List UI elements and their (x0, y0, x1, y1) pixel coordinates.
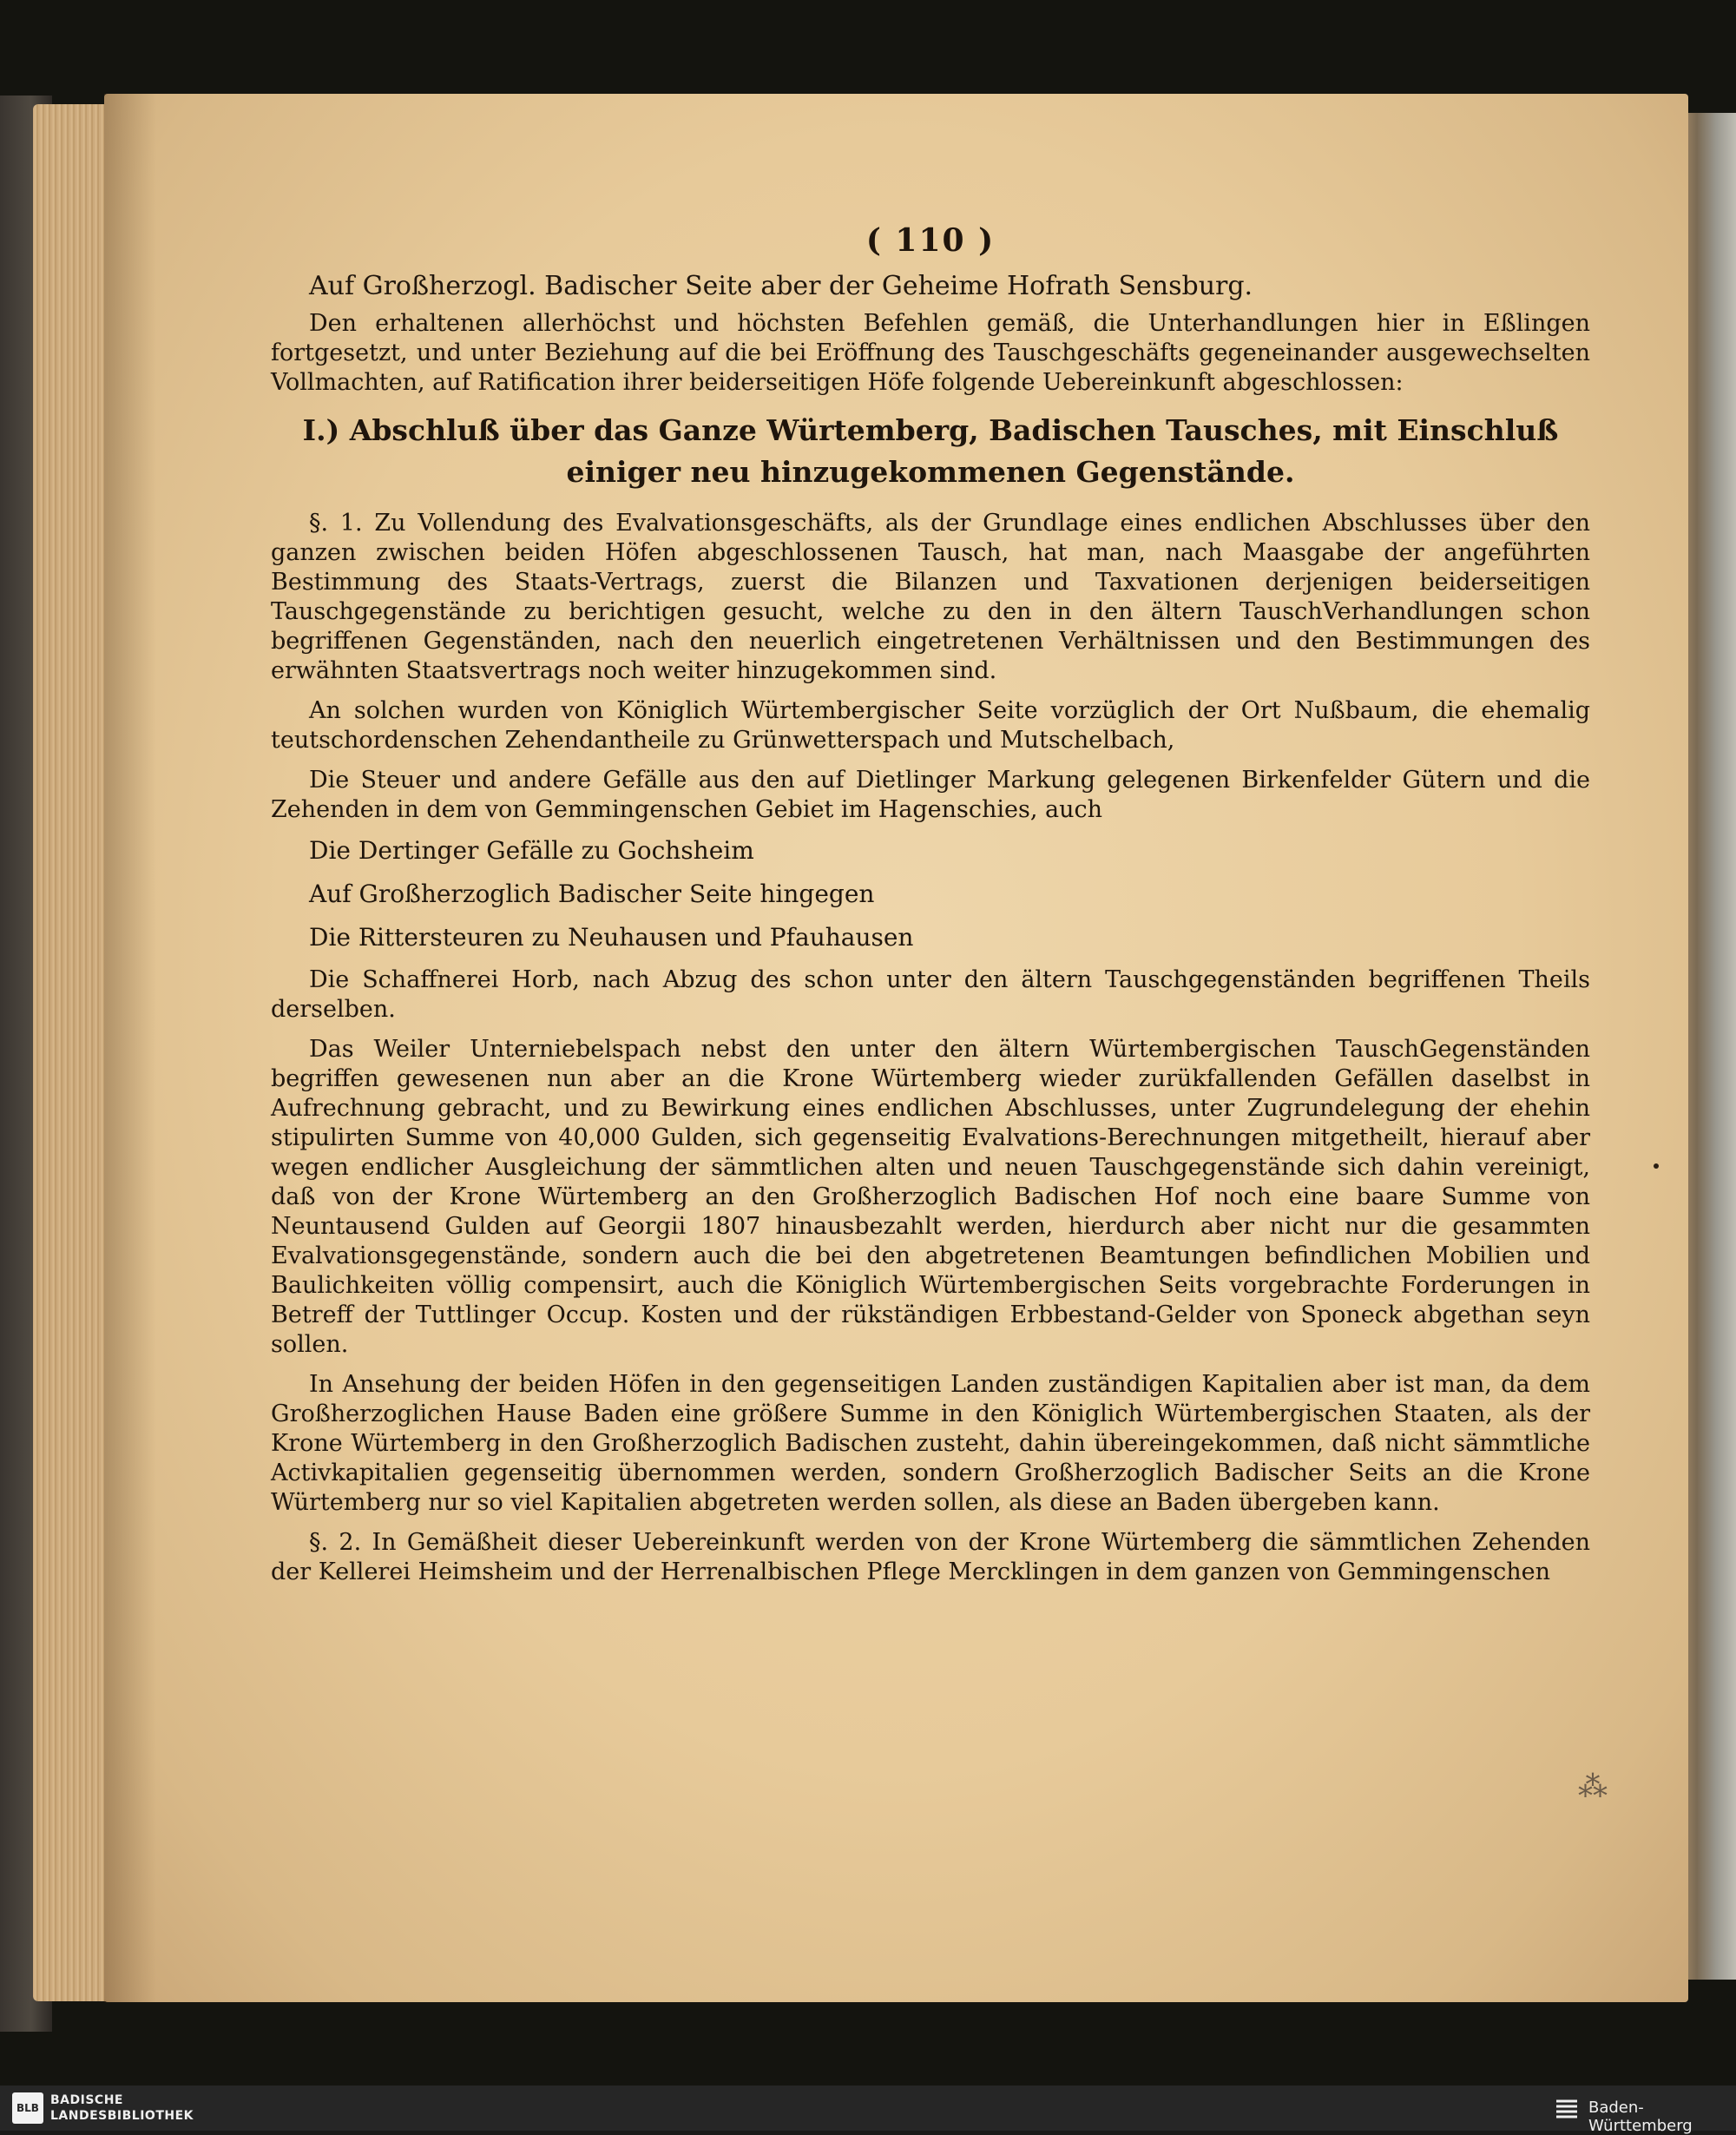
bw-lions-icon (1554, 2096, 1580, 2122)
page-number: ( 110 ) (865, 222, 996, 259)
ink-dot (1654, 1163, 1659, 1169)
footer-bar (0, 2086, 1736, 2135)
paragraph: Das Weiler Unterniebelspach nebst den unter den ältern Würtembergischen TauschGegenständen begriffen gewesenen nun aber an die Krone Würtemberg wieder zurükfallenden Gefällen daselbst in Aufrechnung gebracht, und zu Bewirkung eines endlichen Abschlusses, unter Zugrundelegung der ehehin stipulirten Summe von 40,000 Gulden, sich gegenseitig Evalvations-Berechnungen mitgetheilt, hierauf aber wegen endlicher Ausgleichung der sämmtlichen alten und neuen Tauschgegenstände sich dahin vereinigt, daß von der Krone Würtemberg an den Großherzoglich Badischen Hof noch eine baare Summe von Neuntausend Gulden auf Georgii 1807 hinausbezahlt werden, hierdurch aber nicht nur die gesammten Evalvationsgegenstände, sondern auch die bei den abgetretenen Beamtungen befindlichen Mobilien und Baulichkeiten völlig compensirt, auch die Königlich Würtembergischen Seits vorgebrachte Forderungen in Betreff der Tuttlinger Occup. Kosten und der rükständigen Erbbestand-Gelder von Sponeck abgethan seyn sollen. (271, 1036, 1590, 1358)
blb-name-line2: LANDESBIBLIOTHEK (50, 2109, 194, 2123)
margin-mark-icon: ⁂ (1578, 1769, 1608, 1804)
paragraph: §. 1. Zu Vollendung des Evalvationsgeschäfts, als der Grundlage eines endlichen Abschlusses über den ganzen zwischen beiden Höfen abgeschlossenen Tausch, hat man, nach Maasgabe der angeführten Bestimmung des Staats-Vertrags, zuerst die Bilanzen und Taxvationen derjenigen beiderseitigen Tauschgegenstände zu berichtigen gesucht, welche zu den in den ältern TauschVerhandlungen schon begriffenen Gegenständen, nach den neuerlich eingetretenen Verhältnissen und den Bestimmungen des erwähnten Staatsvertrags noch weiter hinzugekommen sind. (271, 510, 1590, 684)
bw-name[interactable]: Baden-Württemberg (1588, 2099, 1693, 2135)
paragraph: An solchen wurden von Königlich Würtembergischer Seite vorzüglich der Ort Nußbaum, die ehemalig teutschordenschen Zehendantheile zu Grünwetterspach und Mutschelbach, (271, 697, 1590, 754)
section-heading (271, 410, 1590, 493)
paragraph: Die Steuer und andere Gefälle aus den auf Dietlinger Markung gelegenen Birkenfelder Gütern und die Zehenden in dem von Gemmingenschen Gebiet im Hagenschies, auch (271, 767, 1590, 823)
paragraph: Den erhaltenen allerhöchst und höchsten Befehlen gemäß, die Unterhandlungen hier in Eßlingen fortgesetzt, und unter Beziehung auf die bei Eröffnung des Tauschgeschäfts gegeneinander ausgewechselten Vollmachten, auf Ratification ihrer beiderseitigen Höfe folgende Uebereinkunft abgeschlossen: (271, 310, 1590, 396)
paragraph: §. 2. In Gemäßheit dieser Uebereinkunft werden von der Krone Würtemberg die sämmtlichen Zehenden der Kellerei Heimsheim und der Herrenalbischen Pflege Mercklingen in dem ganzen von Gemmingenschen (271, 1529, 1590, 1585)
blb-name-line1: BADISCHE (50, 2093, 123, 2107)
page-text (271, 222, 1590, 1598)
list-line: Die Dertinger Gefälle zu Gochsheim (309, 836, 754, 865)
list-line: Auf Großherzoglich Badischer Seite hingegen (309, 880, 875, 908)
blb-name[interactable] (50, 2092, 194, 2124)
section-heading-text: Abschluß über das Ganze Würtemberg, Badischen Tausches, mit Einschluß einiger neu hinzugekommenen Gegenstände. (349, 413, 1559, 489)
intro-line: Auf Großherzogl. Badischer Seite aber der Geheime Hofrath Sensburg. (309, 271, 1253, 301)
paragraph: Die Schaffnerei Horb, nach Abzug des schon unter den ältern Tauschgegenständen begriffenen Theils derselben. (271, 966, 1590, 1023)
gutter-shadow (104, 94, 156, 2002)
list-line: Die Rittersteuren zu Neuhausen und Pfauhausen (309, 923, 914, 952)
section-heading-number: I.) (302, 413, 340, 447)
blb-logo-icon[interactable]: BLB (12, 2092, 43, 2124)
paragraph: In Ansehung der beiden Höfen in den gegenseitigen Landen zuständigen Kapitalien aber ist man, da dem Großherzoglichen Hause Baden eine größere Summe in den Königlich Würtembergischen Staaten, als der Krone Würtemberg in den Großherzoglich Badischen zusteht, dahin übereingekommen, daß nicht sämmtliche Activkapitalien gegenseitig übernommen werden, sondern Großherzoglich Badischer Seits an die Krone Würtemberg nur so viel Kapitalien abgetreten werden sollen, als diese an Baden übergeben kann. (271, 1371, 1590, 1516)
